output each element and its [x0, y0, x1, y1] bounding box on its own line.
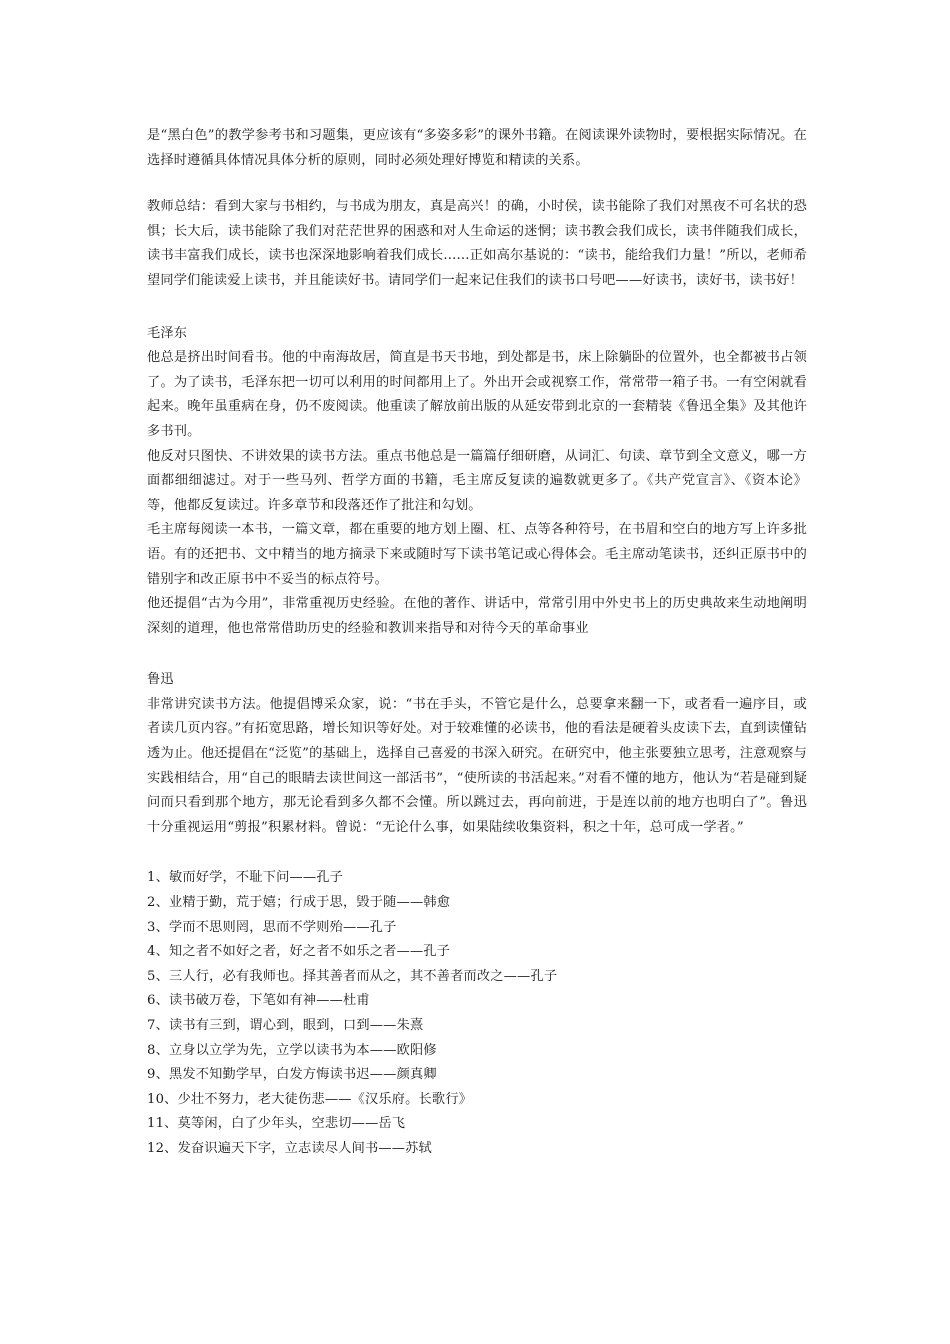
quote-item: 1、敏而好学，不耻下问——孔子: [147, 870, 344, 886]
quote-item: 3、学而不思则罔，思而不学则殆——孔子: [147, 919, 397, 935]
spacer: [147, 641, 807, 668]
intro-paragraph-1: 是“黑白色”的教学参考书和习题集，更应该有“多姿多彩”的课外书籍。在阅读课外读物时，要根据实际情况。在选择时遵循具体情况具体分析的原则，同时必须处理好博览和精读的关系。: [147, 128, 807, 168]
spacer: [147, 173, 807, 195]
mao-paragraph-4: 他还提倡“古为今用”，非常重视历史经验。在他的著作、讲话中，常常引用中外史书上的历史典故来生动地阐明深刻的道理，他也常常借助历史的经验和教训来指导和对待今天的革命事业: [147, 596, 807, 636]
quote-item: 9、黑发不知勤学早，白发方悔读书迟——颜真卿: [147, 1067, 437, 1083]
mao-paragraph-1: 他总是挤出时间看书。他的中南海故居，简直是书天书地，到处都是书，床上除躺卧的位置外，也全都被书占领了。为了读书，毛泽东把一切可以利用的时间都用上了。外出开会或视察工作，常常带一箱子书。一有空闲就看起来。晚年虽重病在身，仍不废阅读。他重读了解放前出版的从延安带到北京的一套精装《鲁迅全集》及其他许多书刊。: [147, 350, 807, 439]
section-heading-mao: 毛泽东: [147, 325, 188, 341]
quote-item: 6、读书破万卷，下笔如有神——杜甫: [147, 993, 370, 1009]
document-page: [147, 124, 807, 1162]
intro-paragraph-2: 教师总结：看到大家与书相约，与书成为朋友，真是高兴！的确，小时侯，读书能除了我们对黑夜不可名状的恐惧；长大后，读书能除了我们对茫茫世界的困惑和对人生命运的迷惘；读书教会我们成长，读书伴随我们成长，读书丰富我们成长，读书也深深地影响着我们成长......正如高尔基说的：“读书，能给我们力量！”所以，老师希望同学们能读爱上读书，并且能读好书。请同学们一起来记住我们的读书口号吧——好读书，读好书，读书好！: [147, 199, 807, 288]
quote-item: 2、业精于勤，荒于嬉；行成于思，毁于随——韩愈: [147, 895, 451, 911]
quote-item: 5、三人行，必有我师也。择其善者而从之，其不善者而改之——孔子: [147, 968, 558, 984]
spacer: [147, 294, 807, 322]
quote-item: 12、发奋识遍天下字，立志读尽人间书——苏轼: [147, 1140, 432, 1156]
quote-item: 10、少壮不努力，老大徒伤悲——《汉乐府。长歌行》: [147, 1091, 473, 1107]
mao-paragraph-2: 他反对只图快、不讲效果的读书方法。重点书他总是一篇篇仔细研磨，从词汇、句读、章节到全文意义，哪一方面都细细滤过。对于一些马列、哲学方面的书籍，毛主席反复读的遍数就更多了。《共产党宣言》、《资本论》等，他都反复读过。许多章节和段落还作了批注和勾划。: [147, 448, 807, 513]
quote-item: 4、知之者不如好之者，好之者不如乐之者——孔子: [147, 944, 451, 960]
mao-paragraph-3: 毛主席每阅读一本书，一篇文章，都在重要的地方划上圈、杠、点等各种符号，在书眉和空白的地方写上许多批语。有的还把书、文中精当的地方摘录下来或随时写下读书笔记或心得体会。毛主席动笔读书，还纠正原书中的错别字和改正原书中不妥当的标点符号。: [147, 522, 807, 587]
quote-item: 8、立身以立学为先，立学以读书为本——欧阳修: [147, 1042, 437, 1058]
quote-list: [147, 866, 807, 1161]
spacer: [147, 840, 807, 866]
quote-item: 11、莫等闲，白了少年头，空悲切——岳飞: [147, 1116, 406, 1132]
luxun-paragraph-1: 非常讲究读书方法。他提倡博采众家，说：“书在手头，不管它是什么，总要拿来翻一下，或者看一遍序目，或者读几页内容。”有拓宽思路，增长知识等好处。对于较难懂的必读书，他的看法是硬着头皮读下去，直到读懂钻透为止。他还提倡在“泛览”的基础上，选择自己喜爱的书深入研究。在研究中，他主张要独立思考，注意观察与实践相结合，用“自己的眼睛去读世间这一部活书”，“使所读的书活起来。”对看不懂的地方，他认为“若是碰到疑问而只看到那个地方，那无论看到多久都不会懂。所以跳过去，再向前进，于是连以前的地方也明白了”。鲁迅十分重视运用“剪报”积累材料。曾说：“无论什么事，如果陆续收集资料，积之十年，总可成一学者。”: [147, 696, 807, 835]
section-heading-luxun: 鲁迅: [147, 672, 174, 688]
quote-item: 7、读书有三到，谓心到，眼到，口到——朱熹: [147, 1018, 424, 1033]
